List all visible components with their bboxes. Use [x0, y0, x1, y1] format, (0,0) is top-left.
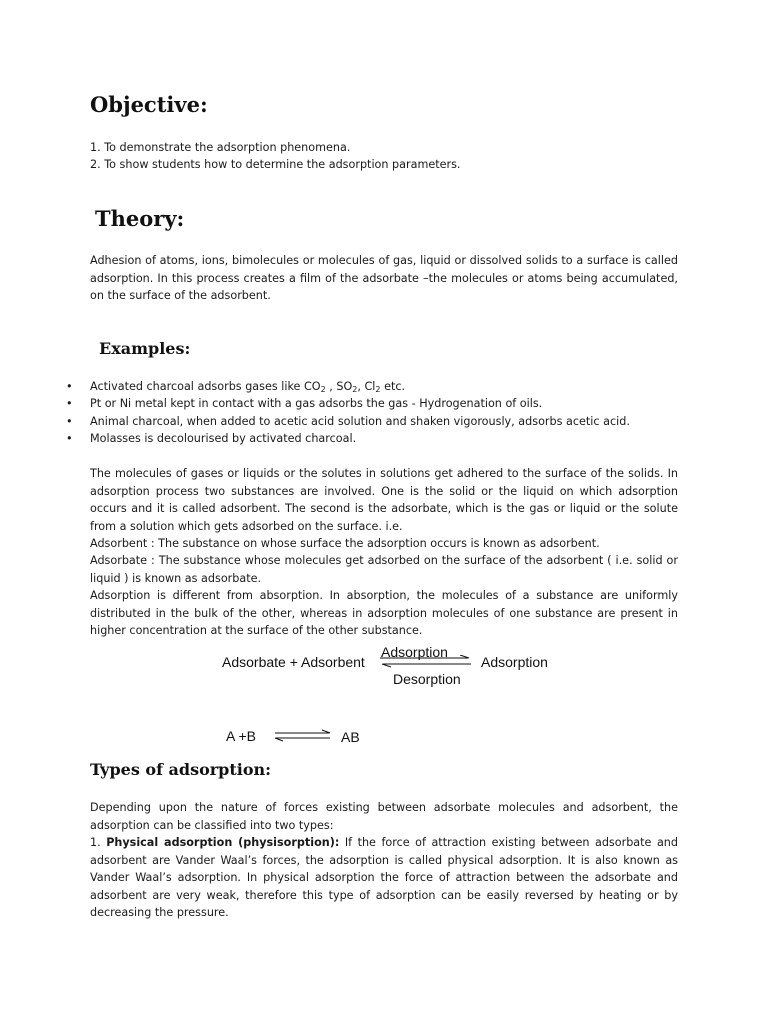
- body-paragraph-2: Adsorption is different from absorption. In absorption, the molecules of a substance are uniformly distributed in the bulk of the other, whereas in adsorption molecules of one substance are present in higher concentration at the surface of the other substance.: [90, 589, 678, 637]
- equilibrium-arrow-icon: [378, 655, 473, 669]
- equation1-top-label: Adsorption: [381, 644, 448, 660]
- equation1-bottom-label: Desorption: [393, 671, 461, 687]
- equation2-left: A +B: [226, 728, 256, 744]
- equilibrium-arrow-icon: [273, 729, 333, 743]
- body-paragraph-1: The molecules of gases or liquids or the solutes in solutions get adhered to the surface of the solids. In adsorption process two substances are involved. One is the solid or the liquid on which adsorption occurs and it is called adsorbent. The second is the adsorbate, which is the gas or liquid or the solute from a solution which gets adsorbed on the surface. i.e.: [90, 467, 678, 533]
- bullet-icon: •: [66, 432, 73, 445]
- example-item-text: Pt or Ni metal kept in contact with a gas adsorbs the gas - Hydrogenation of oils.: [90, 397, 543, 410]
- example-item-text: Activated charcoal adsorbs gases like $CO_2$ , $SO_2$, $Cl_2$ etc.: [90, 380, 406, 394]
- bullet-icon: •: [66, 415, 73, 428]
- types-heading: Types of adsorption:: [90, 760, 272, 779]
- theory-heading: Theory:: [95, 206, 185, 231]
- bullet-icon: •: [66, 380, 73, 393]
- equation1-right: Adsorption: [481, 654, 548, 670]
- objective-heading: Objective:: [90, 92, 208, 117]
- bullet-icon: •: [66, 397, 73, 410]
- objective-item-2: 2. To show students how to determine the adsorption parameters.: [90, 158, 461, 171]
- adsorbent-definition: Adsorbent : The substance on whose surface the adsorption occurs is known as adsorbent.: [90, 537, 600, 550]
- examples-heading: Examples:: [99, 339, 191, 358]
- types-intro: Depending upon the nature of forces existing between adsorbate molecules and adsorbent, the adsorption can be classified into two types:: [90, 801, 678, 832]
- equation2-right: AB: [341, 729, 360, 745]
- physical-adsorption-title: Physical adsorption (physisorption):: [106, 836, 340, 849]
- theory-paragraph: Adhesion of atoms, ions, bimolecules or molecules of gas, liquid or dissolved solids to a surface is called adsorption. In this process creates a film of the adsorbate –the molecules or atoms being accumulated, on the surface of the adsorbent.: [90, 254, 678, 302]
- adsorbate-definition: Adsorbate : The substance whose molecules get adsorbed on the surface of the adsorbent ( i.e. solid or liquid ) is known as adsorbate.: [90, 554, 678, 585]
- example-item-text: Molasses is decolourised by activated charcoal.: [90, 432, 357, 445]
- objective-item-1: 1. To demonstrate the adsorption phenomena.: [90, 141, 351, 154]
- equation1-left: Adsorbate + Adsorbent: [222, 654, 365, 670]
- physical-adsorption-paragraph: 1. Physical adsorption (physisorption): If the force of attraction existing between adsorbate and adsorbent are Vander Waal’s forces, the adsorption is called physical adsorption. It is also known as Vander Waal’s adsorption. In physical adsorption the force of attraction between the adsorbate and adsorbent are very weak, therefore this type of adsorption can be easily reversed by heating or by decreasing the pressure.: [90, 836, 678, 919]
- example-item-text: Animal charcoal, when added to acetic acid solution and shaken vigorously, adsorbs acetic acid.: [90, 415, 630, 428]
